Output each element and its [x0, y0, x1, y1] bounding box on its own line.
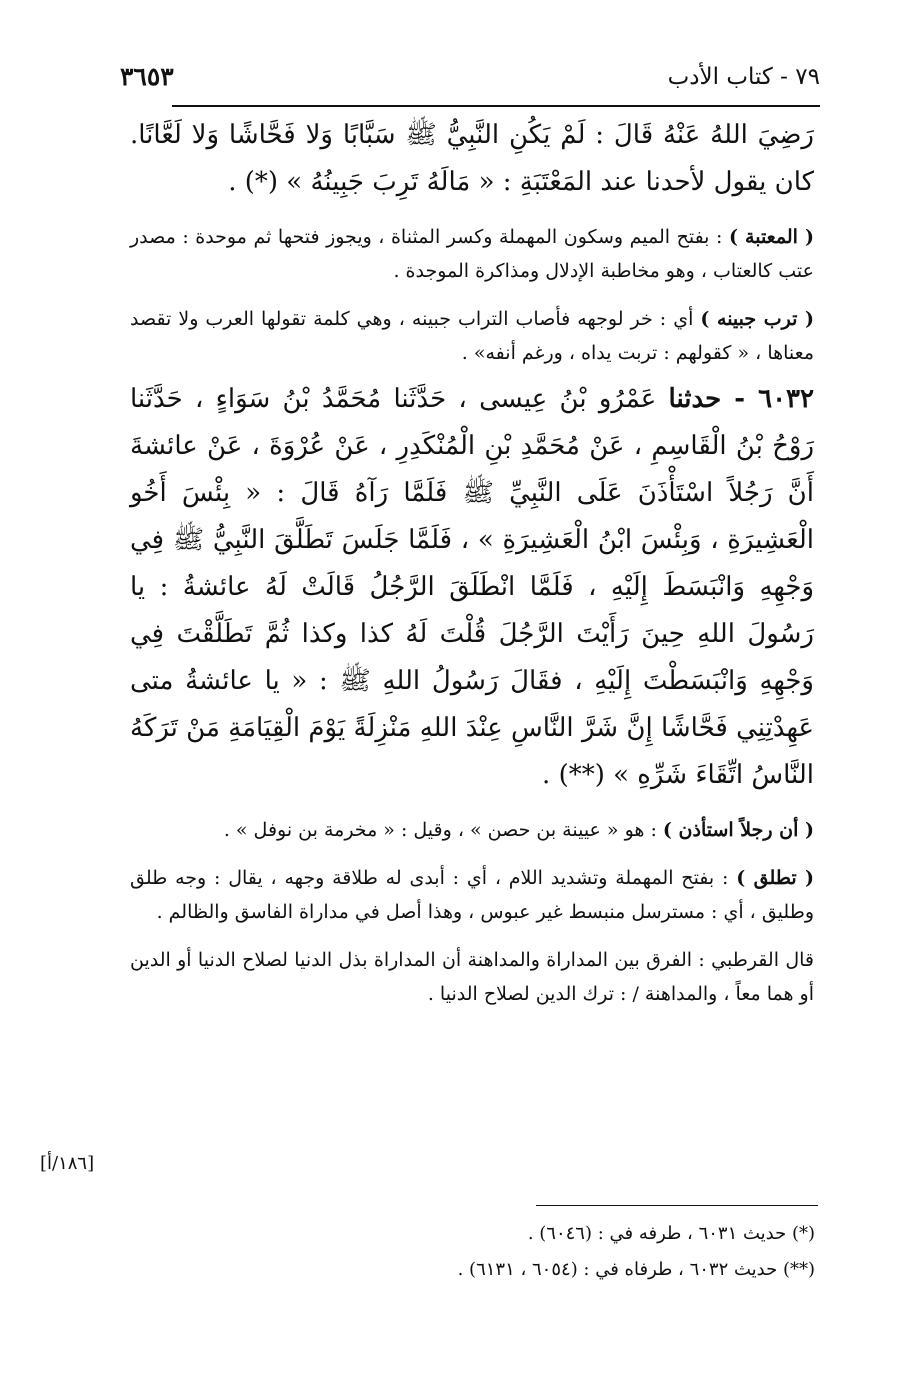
hadith-text: عَمْرُو بْنُ عِيسى ، حَدَّثَنا مُحَمَّدُ بْنُ سَوَاءٍ ، حَدَّثَنا رَوْحُ بْنُ الْقَاسِمِ ، عَنْ مُحَمَّدِ بْنِ الْمُنْكَدِرِ ، عَنْ عُرْوَةَ ، عَنْ عائشةَ أَنَّ رَجُلاً اسْتَأْذَنَ عَلَى النَّبِيِّ ﷺ فَلَمَّا رَآهُ قَالَ : « بِئْسَ أَخُو الْعَشِيرَةِ ، وَبِئْسَ ابْنُ الْعَشِيرَةِ » ، فَلَمَّا جَلَسَ تَطَلَّقَ النَّبِيُّ ﷺ فِي وَجْهِهِ وَانْبَسَطَ إِلَيْهِ ، فَلَمَّا انْطَلَقَ الرَّجُلُ قَالَتْ لَهُ عائشةُ : يا رَسُولَ اللهِ حِينَ رَأَيْتَ الرَّجُلَ قُلْتَ لَهُ كذا وكذا ثُمَّ تَطَلَّقْتَ فِي وَجْهِهِ وَانْبَسَطْتَ إِلَيْهِ ، فقَالَ رَسُولُ اللهِ ﷺ : « يا عائشةُ متى عَهِدْتِنِي فَحَّاشًا إِنَّ شَرَّ النَّاسِ عِنْدَ اللهِ مَنْزِلَةً يَوْمَ الْقِيَامَةِ مَنْ تَرَكَهُ النَّاسُ اتِّقَاءَ شَرِّهِ » (**) .	[130, 384, 814, 790]
chapter-title: ٧٩ - كتاب الأدب	[667, 64, 820, 90]
footnote-2: (**) حديث ٦٠٣٢ ، طرفاه في : (٦٠٥٤ ، ٦١٣١) .	[457, 1259, 815, 1280]
page-header	[120, 62, 820, 102]
commentary-text: : هو « عيينة بن حصن » ، وقيل : « مخرمة بن نوفل » .	[223, 819, 663, 841]
commentary-term: ( تطلق )	[736, 867, 814, 889]
commentary-tatallaq	[130, 861, 814, 929]
commentary-qurtubi: قال القرطبي : الفرق بين المداراة والمداهنة أن المداراة بذل الدنيا لصلاح الدنيا أو الدين أو هما معاً ، والمداهنة / : ترك الدين لصلاح الدنيا .	[130, 949, 814, 1005]
commentary-text: : بفتح الميم وسكون المهملة وكسر المثناة ، ويجوز فتحها ثم موحدة : مصدر عتب كالعتاب ، وهو مخاطبة الإدلال ومذاكرة الموجدة .	[130, 226, 814, 282]
commentary-rajul	[130, 813, 814, 847]
footnote-rule	[536, 1205, 818, 1206]
hadith-6031-ending: رَضِيَ اللهُ عَنْهُ قَالَ : لَمْ يَكُنِ النَّبِيُّ ﷺ سَبَّابًا وَلا فَحَّاشًا وَلا لَعَّانًا. كان يقول لأحدنا عند المَعْتَبَةِ : « مَالَهُ تَرِبَ جَبِينُهُ » (*) .	[130, 120, 814, 197]
commentary-text: أي : خر لوجهه فأصاب التراب جبينه ، وهي كلمة تقولها العرب ولا تقصد معناها ، « كقولهم : تربت يداه ، ورغم أنفه» .	[130, 308, 814, 364]
commentary-text: : بفتح المهملة وتشديد اللام ، أي : أبدى له طلاقة وجهه ، يقال : وجه طلق وطليق ، أي : مسترسل منبسط غير عبوس ، وهذا أصل في مداراة الفاسق والظالم .	[130, 867, 814, 923]
page-number: ٣٦٥٣	[120, 62, 174, 91]
header-rule	[172, 105, 820, 107]
margin-manuscript-ref: [١٨٦/أ]	[40, 1153, 95, 1174]
commentary-tarib-jabinuh	[130, 302, 814, 370]
page-body	[130, 112, 814, 1011]
commentary-term: ( أن رجلاً استأذن )	[662, 819, 814, 841]
footnote-1: (*) حديث ٦٠٣١ ، طرفه في : (٦٠٤٦) .	[527, 1223, 815, 1244]
footnotes	[300, 1216, 815, 1288]
hadith-number: ٦٠٣٢ - حدثنا	[668, 384, 814, 414]
commentary-term: ( المعتبة )	[728, 226, 814, 248]
hadith-6032	[130, 376, 814, 799]
commentary-mateba	[130, 220, 814, 288]
commentary-term: ( ترب جبينه )	[700, 308, 814, 330]
